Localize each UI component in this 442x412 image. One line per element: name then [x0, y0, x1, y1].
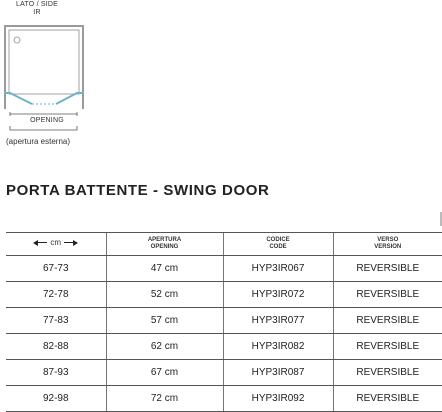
header-cm-label: cm [50, 238, 62, 248]
side-label-line1: LATO / SIDE [15, 1, 58, 8]
cell-code: HYP3IR082 [223, 334, 333, 360]
cell-range: 72-78 [6, 282, 106, 308]
cell-range: 92-98 [6, 386, 106, 412]
shower-tray [9, 30, 79, 94]
sizes-table [6, 232, 442, 412]
enclosure-plan-svg [0, 0, 100, 150]
side-label [12, 1, 62, 17]
cell-opening: 62 cm [106, 334, 223, 360]
table-row [6, 308, 442, 334]
header-codice-line1: CODICE [266, 237, 290, 243]
cell-range: 67-73 [6, 256, 106, 282]
cell-code: HYP3IR072 [223, 282, 333, 308]
cell-opening: 72 cm [106, 386, 223, 412]
table-row [6, 386, 442, 412]
cell-opening: 67 cm [106, 360, 223, 386]
table-row [6, 334, 442, 360]
cell-range: 87-93 [6, 360, 106, 386]
header-apertura-line2: OPENING [150, 244, 179, 250]
table-row [6, 360, 442, 386]
arrow-left-icon [33, 240, 47, 246]
header-verso-line1: VERSO [377, 237, 399, 243]
cell-code: HYP3IR092 [223, 386, 333, 412]
cell-version: REVERSIBLE [333, 386, 442, 412]
header-codice-line2: CODE [269, 244, 287, 250]
cell-opening: 52 cm [106, 282, 223, 308]
opening-bracket [10, 126, 77, 130]
door-panel-left [10, 93, 32, 104]
opening-label: OPENING [30, 117, 64, 124]
cell-range: 82-88 [6, 334, 106, 360]
cell-version: REVERSIBLE [333, 256, 442, 282]
wall-top [4, 25, 84, 27]
drain-icon [14, 37, 20, 43]
table-row [6, 282, 442, 308]
apertura-label: (apertura esterna) [6, 137, 71, 146]
arrow-right-icon [64, 240, 78, 246]
wall-right [82, 25, 84, 109]
header-codice [223, 233, 333, 256]
header-verso [333, 233, 442, 256]
page-title: PORTA BATTENTE - SWING DOOR [6, 182, 270, 199]
table-row [6, 256, 442, 282]
cell-code: HYP3IR077 [223, 308, 333, 334]
cell-code: HYP3IR067 [223, 256, 333, 282]
cell-code: HYP3IR087 [223, 360, 333, 386]
cell-version: REVERSIBLE [333, 334, 442, 360]
cell-opening: 57 cm [106, 308, 223, 334]
cell-version: REVERSIBLE [333, 282, 442, 308]
cell-version: REVERSIBLE [333, 360, 442, 386]
cell-version: REVERSIBLE [333, 308, 442, 334]
header-verso-line2: VERSION [374, 244, 402, 250]
cell-opening: 47 cm [106, 256, 223, 282]
header-cm [6, 233, 106, 256]
door-panel-right [56, 93, 77, 104]
header-apertura [106, 233, 223, 256]
shower-door-diagram [0, 0, 100, 150]
side-label-line2: IR [33, 9, 41, 16]
cell-range: 77-83 [6, 308, 106, 334]
table-header-row [6, 233, 442, 256]
header-apertura-line1: APERTURA [147, 237, 182, 243]
wall-left [4, 25, 6, 109]
